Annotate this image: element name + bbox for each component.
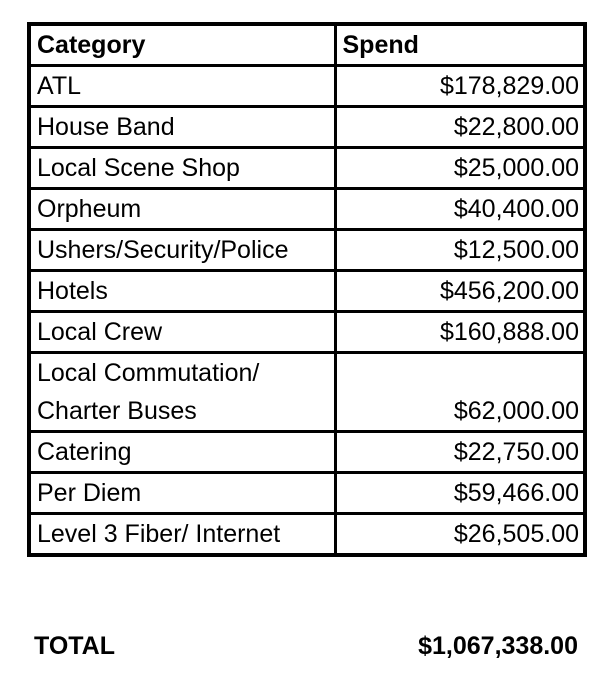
category-cell: Local Scene Shop [29, 148, 335, 189]
total-value: $1,067,338.00 [418, 632, 578, 660]
category-cell [29, 353, 335, 432]
spend-cell: $62,000.00 [335, 353, 585, 432]
spend-cell: $25,000.00 [335, 148, 585, 189]
category-cell: Level 3 Fiber/ Internet [29, 514, 335, 556]
category-cell: Hotels [29, 271, 335, 312]
category-cell: House Band [29, 107, 335, 148]
category-line-1: Local Commutation/ [37, 359, 260, 387]
table-row [29, 271, 585, 312]
category-line-2: Charter Buses [37, 397, 197, 425]
spend-cell: $456,200.00 [335, 271, 585, 312]
spend-cell: $40,400.00 [335, 189, 585, 230]
table-row [29, 514, 585, 556]
table-row [29, 230, 585, 271]
table-row [29, 353, 585, 432]
spend-cell: $12,500.00 [335, 230, 585, 271]
table-row [29, 189, 585, 230]
category-cell: Local Crew [29, 312, 335, 353]
table-row [29, 66, 585, 107]
table-row [29, 107, 585, 148]
spend-cell: $59,466.00 [335, 473, 585, 514]
category-cell: Catering [29, 432, 335, 473]
category-cell: Ushers/Security/Police [29, 230, 335, 271]
spend-cell: $22,750.00 [335, 432, 585, 473]
spend-cell: $178,829.00 [335, 66, 585, 107]
table-row [29, 148, 585, 189]
table-header-row [29, 24, 585, 66]
category-cell: ATL [29, 66, 335, 107]
spend-cell: $160,888.00 [335, 312, 585, 353]
column-header-category: Category [29, 24, 335, 66]
total-label: TOTAL [34, 632, 116, 660]
category-cell: Orpheum [29, 189, 335, 230]
spend-cell: $22,800.00 [335, 107, 585, 148]
total-row [34, 626, 578, 666]
table-row [29, 432, 585, 473]
table-row [29, 473, 585, 514]
table-row [29, 312, 585, 353]
spend-cell: $26,505.00 [335, 514, 585, 556]
column-header-spend: Spend [335, 24, 585, 66]
spend-table [27, 22, 587, 557]
category-cell: Per Diem [29, 473, 335, 514]
